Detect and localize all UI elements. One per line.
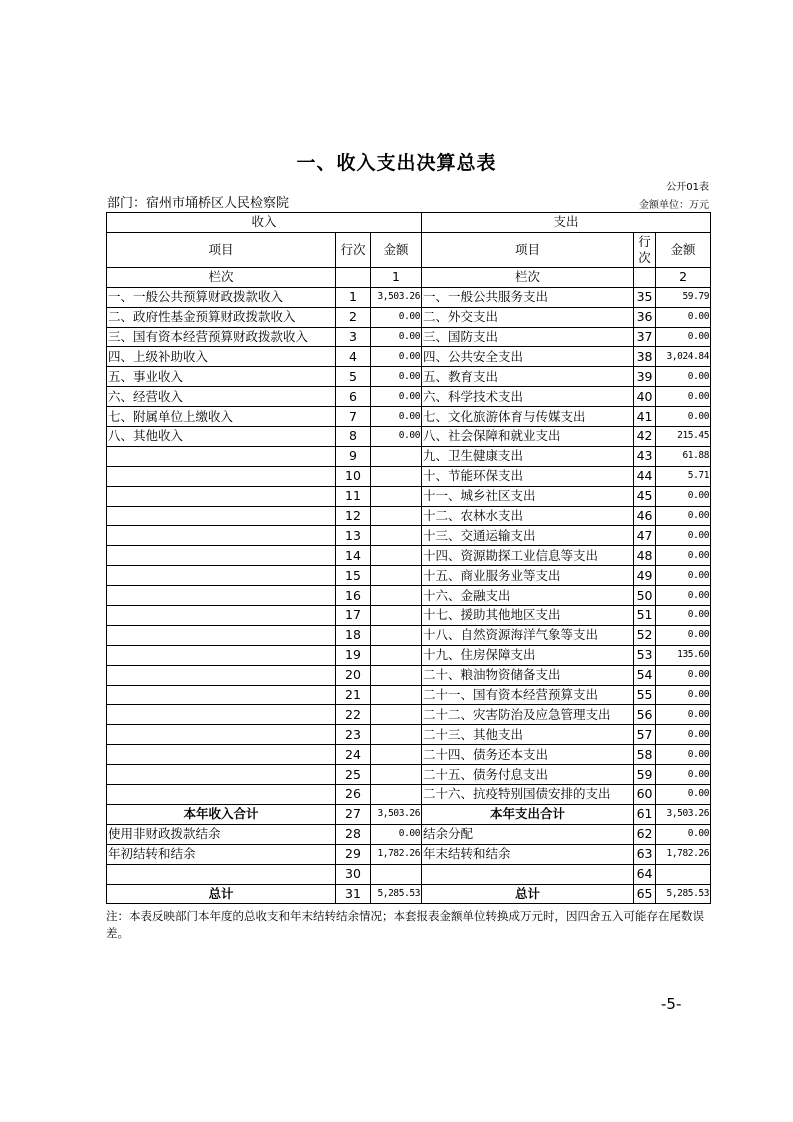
table-row <box>107 387 711 407</box>
expense-column-number: 2 <box>656 267 711 287</box>
income-amount-cell: 0.00 <box>371 824 422 844</box>
expense-amount-cell: 1,782.26 <box>656 844 711 864</box>
income-item-cell <box>107 685 336 705</box>
expense-line-cell: 40 <box>634 387 656 407</box>
empty-cell <box>634 267 656 287</box>
expense-item-cell: 二十二、灾害防治及应急管理支出 <box>422 705 634 725</box>
expense-amount-cell <box>656 864 711 884</box>
income-amount-cell: 0.00 <box>371 387 422 407</box>
expense-item-cell: 十五、商业服务业等支出 <box>422 566 634 586</box>
income-line-cell: 8 <box>336 427 371 447</box>
table-row <box>107 466 711 486</box>
table-row <box>107 586 711 606</box>
income-item-cell: 四、上级补助收入 <box>107 347 336 367</box>
income-amount-cell <box>371 466 422 486</box>
table-row <box>107 427 711 447</box>
expense-item-cell: 十八、自然资源海洋气象等支出 <box>422 625 634 645</box>
expense-line-cell: 45 <box>634 486 656 506</box>
expense-line-cell: 52 <box>634 625 656 645</box>
income-column-label: 栏次 <box>107 267 336 287</box>
income-column-number: 1 <box>371 267 422 287</box>
income-line-cell: 23 <box>336 725 371 745</box>
table-row <box>107 824 711 844</box>
income-item-cell: 八、其他收入 <box>107 427 336 447</box>
income-item-cell <box>107 486 336 506</box>
income-item-cell <box>107 446 336 466</box>
expense-item-cell: 十一、城乡社区支出 <box>422 486 634 506</box>
expense-line-cell: 36 <box>634 307 656 327</box>
income-section-header: 收入 <box>107 213 422 233</box>
income-item-cell <box>107 586 336 606</box>
income-line-cell: 12 <box>336 506 371 526</box>
expense-line-cell: 37 <box>634 327 656 347</box>
expense-line-cell: 54 <box>634 665 656 685</box>
income-line-cell: 22 <box>336 705 371 725</box>
expense-line-cell: 46 <box>634 506 656 526</box>
expense-line-cell: 49 <box>634 566 656 586</box>
expense-amount-cell: 0.00 <box>656 506 711 526</box>
expense-item-cell: 三、国防支出 <box>422 327 634 347</box>
expense-amount-cell: 0.00 <box>656 486 711 506</box>
income-amount-cell <box>371 566 422 586</box>
expense-amount-cell: 215.45 <box>656 427 711 447</box>
expense-amount-cell: 0.00 <box>656 407 711 427</box>
income-line-cell: 31 <box>336 884 371 904</box>
income-line-cell: 25 <box>336 765 371 785</box>
table-row <box>107 844 711 864</box>
income-amount-cell <box>371 745 422 765</box>
table-row <box>107 745 711 765</box>
income-line-cell: 15 <box>336 566 371 586</box>
income-amount-cell: 0.00 <box>371 367 422 387</box>
expense-item-header: 项目 <box>422 232 634 267</box>
expense-item-cell: 二十四、债务还本支出 <box>422 745 634 765</box>
income-line-cell: 2 <box>336 307 371 327</box>
income-item-cell <box>107 745 336 765</box>
income-amount-cell <box>371 586 422 606</box>
expense-item-cell: 二十一、国有资本经营预算支出 <box>422 685 634 705</box>
expense-line-cell: 38 <box>634 347 656 367</box>
expense-amount-cell: 0.00 <box>656 566 711 586</box>
income-amount-cell: 0.00 <box>371 407 422 427</box>
income-item-cell: 二、政府性基金预算财政拨款收入 <box>107 307 336 327</box>
income-line-cell: 11 <box>336 486 371 506</box>
income-line-cell: 5 <box>336 367 371 387</box>
expense-amount-cell: 0.00 <box>656 665 711 685</box>
expense-item-cell: 年末结转和结余 <box>422 844 634 864</box>
income-item-cell <box>107 566 336 586</box>
income-amount-cell <box>371 725 422 745</box>
income-amount-cell: 5,285.53 <box>371 884 422 904</box>
income-line-cell: 19 <box>336 645 371 665</box>
expense-line-cell: 42 <box>634 427 656 447</box>
income-line-cell: 3 <box>336 327 371 347</box>
expense-item-cell: 七、文化旅游体育与传媒支出 <box>422 407 634 427</box>
table-row <box>107 625 711 645</box>
income-amount-cell <box>371 546 422 566</box>
income-item-cell: 七、附属单位上缴收入 <box>107 407 336 427</box>
expense-line-cell: 59 <box>634 765 656 785</box>
expense-item-cell: 十九、住房保障支出 <box>422 645 634 665</box>
form-code: 公开01表 <box>666 182 709 193</box>
expense-amount-cell: 0.00 <box>656 705 711 725</box>
income-amount-cell: 0.00 <box>371 327 422 347</box>
expense-column-label: 栏次 <box>422 267 634 287</box>
expense-line-cell: 39 <box>634 367 656 387</box>
expense-amount-cell: 0.00 <box>656 625 711 645</box>
expense-amount-cell: 0.00 <box>656 307 711 327</box>
income-item-cell: 六、经营收入 <box>107 387 336 407</box>
expense-amount-cell: 0.00 <box>656 725 711 745</box>
income-item-cell: 本年收入合计 <box>107 804 336 824</box>
income-amount-cell <box>371 526 422 546</box>
expense-item-cell: 二、外交支出 <box>422 307 634 327</box>
amount-unit-label: 金额单位：万元 <box>639 200 709 211</box>
income-expense-summary-table <box>106 212 711 904</box>
income-item-cell <box>107 466 336 486</box>
expense-item-cell: 十、节能环保支出 <box>422 466 634 486</box>
expense-line-cell: 64 <box>634 864 656 884</box>
expense-line-cell: 51 <box>634 606 656 626</box>
expense-line-cell: 61 <box>634 804 656 824</box>
income-item-cell <box>107 725 336 745</box>
income-amount-cell: 0.00 <box>371 347 422 367</box>
expense-amount-cell: 0.00 <box>656 685 711 705</box>
expense-amount-cell: 0.00 <box>656 387 711 407</box>
expense-line-cell: 60 <box>634 785 656 805</box>
income-amount-cell <box>371 665 422 685</box>
income-item-cell <box>107 785 336 805</box>
table-row <box>107 347 711 367</box>
income-line-cell: 24 <box>336 745 371 765</box>
income-line-cell: 18 <box>336 625 371 645</box>
income-amount-cell <box>371 506 422 526</box>
income-amount-cell: 0.00 <box>371 307 422 327</box>
expense-amount-cell: 0.00 <box>656 785 711 805</box>
expense-item-cell: 五、教育支出 <box>422 367 634 387</box>
expense-item-cell: 二十五、债务付息支出 <box>422 765 634 785</box>
expense-line-cell: 55 <box>634 685 656 705</box>
income-item-header: 项目 <box>107 232 336 267</box>
table-row <box>107 685 711 705</box>
expense-item-cell: 结余分配 <box>422 824 634 844</box>
page-number: -5- <box>661 995 682 1013</box>
table-row <box>107 765 711 785</box>
expense-item-cell: 八、社会保障和就业支出 <box>422 427 634 447</box>
expense-amount-cell: 135.60 <box>656 645 711 665</box>
expense-line-cell: 58 <box>634 745 656 765</box>
expense-amount-cell: 59.79 <box>656 287 711 307</box>
income-item-cell: 使用非财政拨款结余 <box>107 824 336 844</box>
footnote: 注：本表反映部门本年度的总收支和年末结转结余情况；本套报表金额单位转换成万元时，因四舍五入可能存在尾数误差。 <box>106 909 704 940</box>
expense-amount-cell: 0.00 <box>656 586 711 606</box>
income-line-cell: 20 <box>336 665 371 685</box>
expense-item-cell: 一、一般公共服务支出 <box>422 287 634 307</box>
expense-line-cell: 48 <box>634 546 656 566</box>
income-amount-cell <box>371 606 422 626</box>
table-row <box>107 804 711 824</box>
expense-item-cell: 十七、援助其他地区支出 <box>422 606 634 626</box>
expense-line-cell: 65 <box>634 884 656 904</box>
expense-amount-cell: 3,024.84 <box>656 347 711 367</box>
expense-line-cell: 53 <box>634 645 656 665</box>
expense-line-cell: 35 <box>634 287 656 307</box>
income-item-cell <box>107 705 336 725</box>
expense-amount-cell: 0.00 <box>656 526 711 546</box>
income-amount-cell <box>371 486 422 506</box>
expense-item-cell: 本年支出合计 <box>422 804 634 824</box>
expense-item-cell: 四、公共安全支出 <box>422 347 634 367</box>
expense-item-cell: 十六、金融支出 <box>422 586 634 606</box>
expense-line-cell: 56 <box>634 705 656 725</box>
expense-item-cell: 二十六、抗疫特别国债安排的支出 <box>422 785 634 805</box>
table-row <box>107 566 711 586</box>
expense-amount-cell: 3,503.26 <box>656 804 711 824</box>
expense-line-cell: 63 <box>634 844 656 864</box>
expense-amount-cell: 61.88 <box>656 446 711 466</box>
empty-cell <box>336 267 371 287</box>
expense-item-cell <box>422 864 634 884</box>
income-line-cell: 4 <box>336 347 371 367</box>
expense-amount-cell: 0.00 <box>656 546 711 566</box>
income-amount-cell: 0.00 <box>371 427 422 447</box>
income-amount-cell <box>371 685 422 705</box>
expense-amount-cell: 0.00 <box>656 327 711 347</box>
table-row <box>107 785 711 805</box>
income-line-cell: 29 <box>336 844 371 864</box>
table-row <box>107 327 711 347</box>
expense-amount-header: 金额 <box>656 232 711 267</box>
income-item-cell <box>107 645 336 665</box>
expense-item-cell: 六、科学技术支出 <box>422 387 634 407</box>
income-amount-cell <box>371 864 422 884</box>
table-row <box>107 506 711 526</box>
expense-line-cell: 43 <box>634 446 656 466</box>
table-row <box>107 287 711 307</box>
income-item-cell: 年初结转和结余 <box>107 844 336 864</box>
income-line-cell: 30 <box>336 864 371 884</box>
expense-line-cell: 57 <box>634 725 656 745</box>
expense-line-cell: 62 <box>634 824 656 844</box>
income-amount-cell <box>371 765 422 785</box>
table-row <box>107 446 711 466</box>
income-line-cell: 13 <box>336 526 371 546</box>
table-row <box>107 705 711 725</box>
income-item-cell: 五、事业收入 <box>107 367 336 387</box>
table-row <box>107 725 711 745</box>
income-item-cell: 三、国有资本经营预算财政拨款收入 <box>107 327 336 347</box>
income-amount-cell <box>371 625 422 645</box>
expense-item-cell: 十三、交通运输支出 <box>422 526 634 546</box>
income-line-cell: 9 <box>336 446 371 466</box>
expense-item-cell: 十二、农林水支出 <box>422 506 634 526</box>
income-line-header: 行次 <box>336 232 371 267</box>
expense-line-cell: 41 <box>634 407 656 427</box>
income-amount-cell <box>371 785 422 805</box>
expense-line-cell: 44 <box>634 466 656 486</box>
report-title: 一、收入支出决算总表 <box>296 152 497 174</box>
table-row <box>107 645 711 665</box>
income-line-cell: 16 <box>336 586 371 606</box>
expense-item-cell: 二十三、其他支出 <box>422 725 634 745</box>
income-line-cell: 28 <box>336 824 371 844</box>
income-amount-cell <box>371 705 422 725</box>
expense-item-cell: 九、卫生健康支出 <box>422 446 634 466</box>
income-line-cell: 7 <box>336 407 371 427</box>
table-row <box>107 367 711 387</box>
income-item-cell <box>107 526 336 546</box>
expense-line-cell: 47 <box>634 526 656 546</box>
income-item-cell <box>107 546 336 566</box>
expense-item-cell: 十四、资源勘探工业信息等支出 <box>422 546 634 566</box>
table-row <box>107 486 711 506</box>
table-row <box>107 665 711 685</box>
income-amount-cell: 3,503.26 <box>371 804 422 824</box>
income-item-cell <box>107 864 336 884</box>
expense-amount-cell: 5.71 <box>656 466 711 486</box>
table-row <box>107 546 711 566</box>
income-amount-cell: 3,503.26 <box>371 287 422 307</box>
income-line-cell: 17 <box>336 606 371 626</box>
income-line-cell: 27 <box>336 804 371 824</box>
income-amount-cell: 1,782.26 <box>371 844 422 864</box>
table-row <box>107 526 711 546</box>
income-line-cell: 26 <box>336 785 371 805</box>
table-row <box>107 606 711 626</box>
expense-section-header: 支出 <box>422 213 711 233</box>
expense-line-header: 行次 <box>634 232 656 267</box>
income-amount-cell <box>371 645 422 665</box>
table-row <box>107 307 711 327</box>
expense-amount-cell: 5,285.53 <box>656 884 711 904</box>
income-item-cell <box>107 606 336 626</box>
expense-item-cell: 总计 <box>422 884 634 904</box>
table-row <box>107 864 711 884</box>
income-line-cell: 14 <box>336 546 371 566</box>
income-line-cell: 6 <box>336 387 371 407</box>
expense-amount-cell: 0.00 <box>656 606 711 626</box>
expense-amount-cell: 0.00 <box>656 745 711 765</box>
income-item-cell <box>107 506 336 526</box>
expense-amount-cell: 0.00 <box>656 765 711 785</box>
department-label: 部门：宿州市埇桥区人民检察院 <box>107 196 290 211</box>
income-item-cell: 总计 <box>107 884 336 904</box>
income-item-cell <box>107 765 336 785</box>
table-row <box>107 884 711 904</box>
expense-line-cell: 50 <box>634 586 656 606</box>
table-row <box>107 407 711 427</box>
expense-amount-cell: 0.00 <box>656 367 711 387</box>
expense-item-cell: 二十、粮油物资储备支出 <box>422 665 634 685</box>
income-amount-header: 金额 <box>371 232 422 267</box>
income-line-cell: 1 <box>336 287 371 307</box>
income-amount-cell <box>371 446 422 466</box>
income-line-cell: 21 <box>336 685 371 705</box>
income-item-cell: 一、一般公共预算财政拨款收入 <box>107 287 336 307</box>
income-line-cell: 10 <box>336 466 371 486</box>
income-item-cell <box>107 625 336 645</box>
income-item-cell <box>107 665 336 685</box>
expense-amount-cell: 0.00 <box>656 824 711 844</box>
